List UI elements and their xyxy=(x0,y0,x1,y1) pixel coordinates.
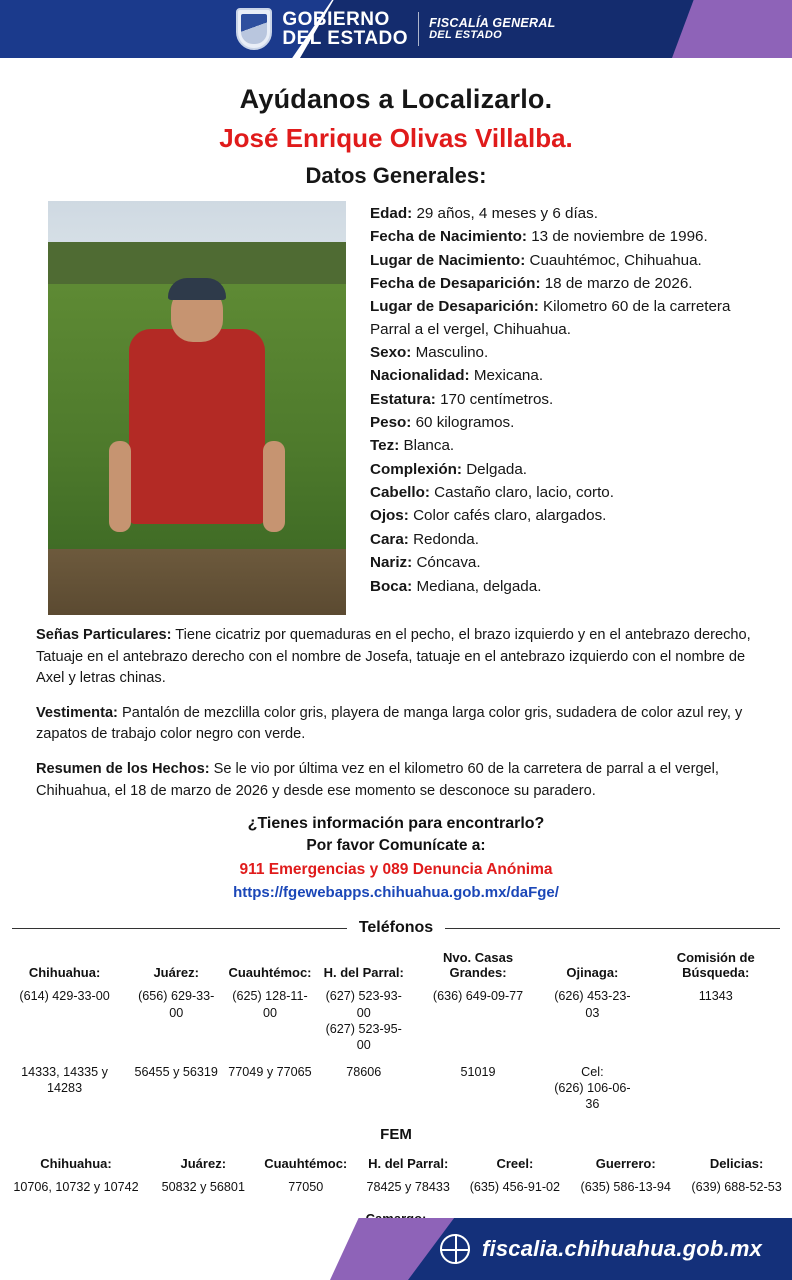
table-cell: (656) 629-33-00 xyxy=(138,989,215,1020)
paragraph-label: Vestimenta: xyxy=(36,704,118,721)
detail-label: Fecha de Nacimiento: xyxy=(370,228,527,246)
table-cell: (639) 688-52-53 xyxy=(691,1179,782,1194)
gobierno-line-1: GOBIERNO xyxy=(282,8,390,30)
main-content xyxy=(0,201,792,615)
table-row xyxy=(0,1174,792,1200)
table-row xyxy=(0,1059,792,1118)
gobierno-line-2: DEL ESTADO xyxy=(282,28,409,49)
table-header-row xyxy=(0,947,792,983)
paragraph-text: Pantalón de mezclilla color gris, playera de manga larga color gris, sudadera de color azul rey, y zapatos de trabajo color negro con verde. xyxy=(36,704,743,743)
column-header: Juárez: xyxy=(153,965,199,981)
detail-label: Cara: xyxy=(370,530,409,548)
paragraph-label: Resumen de los Hechos: xyxy=(36,760,210,777)
detail-value: Redonda. xyxy=(413,530,479,548)
fem-title: FEM xyxy=(380,1125,412,1143)
missing-person-photo xyxy=(48,201,346,615)
column-header: Ojinaga: xyxy=(566,965,619,981)
divider-left xyxy=(12,928,347,929)
table-cell: (614) 429-33-00 xyxy=(19,989,110,1004)
paragraph-resumen-hechos xyxy=(36,759,754,802)
detail-label: Lugar de Nacimiento: xyxy=(370,251,526,269)
paragraph-label: Señas Particulares: xyxy=(36,627,172,643)
detail-row xyxy=(370,226,758,248)
fiscalia-wordmark xyxy=(429,17,556,42)
table-cell: Cel: (626) 106-06-36 xyxy=(554,1064,631,1112)
table-cell: 51019 xyxy=(460,1064,496,1079)
detail-value: Castaño claro, lacio, corto. xyxy=(434,484,614,502)
table-cell: 50832 y 56801 xyxy=(161,1179,245,1194)
column-header: Juárez: xyxy=(180,1155,227,1171)
detail-row xyxy=(370,482,758,504)
detail-row xyxy=(370,365,758,387)
detail-value: Cóncava. xyxy=(416,554,481,572)
column-header: Delicias: xyxy=(709,1155,764,1171)
table-cell: 78425 y 78433 xyxy=(366,1179,450,1194)
detail-label: Boca: xyxy=(370,577,413,595)
detail-row xyxy=(370,273,758,295)
detail-value: Kilometro 60 de la carretera Parral a el vergel, Chihuahua. xyxy=(370,298,731,338)
detail-value: Blanca. xyxy=(403,437,455,455)
detail-label: Peso: xyxy=(370,414,412,432)
detail-label: Nacionalidad: xyxy=(370,367,470,385)
detail-row xyxy=(370,435,758,457)
table-cell xyxy=(639,1059,792,1118)
government-wordmark xyxy=(282,10,408,49)
phones-title: Teléfonos xyxy=(358,919,434,937)
detail-row xyxy=(370,389,758,411)
section-title-general-data: Datos Generales: xyxy=(305,163,487,188)
general-data-list xyxy=(370,201,758,615)
column-header: Nvo. Casas Grandes: xyxy=(443,950,514,981)
table-cell: 77049 y 77065 xyxy=(228,1064,312,1079)
page-header xyxy=(0,0,792,58)
description-paragraphs xyxy=(0,615,792,802)
detail-label: Complexión: xyxy=(370,460,462,478)
detail-value: 18 de marzo de 2026. xyxy=(544,275,693,293)
detail-row xyxy=(370,552,758,574)
table-cell: (625) 128-11-00 xyxy=(232,989,308,1020)
column-header: Comisión de Búsqueda: xyxy=(676,950,755,981)
fiscalia-line-2: DEL ESTADO xyxy=(429,28,502,41)
detail-row xyxy=(370,250,758,272)
divider-right xyxy=(445,928,780,929)
column-header: Chihuahua: xyxy=(28,965,101,981)
table-cell: 11343 xyxy=(698,989,733,1004)
emergency-numbers: 911 Emergencias y 089 Denuncia Anónima xyxy=(239,861,553,879)
column-header: Cuauhtémoc: xyxy=(228,965,312,981)
table-cell: (626) 453-23-03 xyxy=(554,989,631,1020)
detail-row xyxy=(370,296,758,341)
detail-label: Tez: xyxy=(370,437,400,455)
table-cell: (635) 586-13-94 xyxy=(580,1179,671,1194)
detail-value: 29 años, 4 meses y 6 días. xyxy=(416,205,598,222)
footer-website-url[interactable]: fiscalia.chihuahua.gob.mx xyxy=(482,1236,763,1261)
detail-row xyxy=(370,342,758,364)
column-header: Cuauhtémoc: xyxy=(264,1155,348,1171)
column-header: H. del Parral: xyxy=(368,1155,449,1171)
contact-block xyxy=(0,815,792,901)
detail-value: Delgada. xyxy=(466,460,528,478)
detail-label: Estatura: xyxy=(370,390,436,408)
contact-question: ¿Tienes información para encontrarlo? xyxy=(247,815,545,833)
detail-value: 60 kilogramos. xyxy=(415,414,515,432)
table-cell: 56455 y 56319 xyxy=(134,1064,218,1079)
detail-label: Cabello: xyxy=(370,484,430,502)
person-name: José Enrique Olivas Villalba. xyxy=(219,123,573,153)
header-divider xyxy=(418,12,419,46)
detail-value: 170 centímetros. xyxy=(440,390,554,408)
paragraph-text: Se le vio por última vez en el kilometro 60 de la carretera de parral a el vergel, Chihuahua, el 18 de marzo de 2026 y desde ese momento se desconoce su paradero. xyxy=(36,760,719,799)
table-row xyxy=(0,983,792,1058)
detail-label: Ojos: xyxy=(370,507,409,525)
fem-phones-table xyxy=(0,1153,792,1200)
page-footer xyxy=(0,1218,792,1280)
poster-titles xyxy=(0,84,792,189)
column-header: Chihuahua: xyxy=(40,1155,112,1171)
contact-communicate: Por favor Comunícate a: xyxy=(306,837,486,855)
state-shield-icon xyxy=(236,8,272,50)
detail-value: Mexicana. xyxy=(473,367,544,385)
detail-row xyxy=(370,576,758,598)
detail-label: Fecha de Desaparición: xyxy=(370,275,541,293)
table-cell: (635) 456-91-02 xyxy=(469,1179,561,1194)
phones-section-header xyxy=(0,919,792,937)
detail-value: 13 de noviembre de 1996. xyxy=(531,228,708,246)
column-header: H. del Parral: xyxy=(323,965,404,981)
detail-label: Lugar de Desaparición: xyxy=(370,298,539,316)
paragraph-senas-particulares xyxy=(36,625,754,690)
fiscalia-line-1: FISCALÍA GENERAL xyxy=(429,15,556,30)
table-header-row xyxy=(0,1153,792,1174)
paragraph-vestimenta xyxy=(36,703,754,746)
detail-row xyxy=(370,412,758,434)
detail-label: Sexo: xyxy=(370,344,412,362)
table-cell: 78606 xyxy=(346,1064,382,1079)
detail-label: Edad: xyxy=(370,205,413,222)
phones-table xyxy=(0,947,792,1118)
table-cell: 77050 xyxy=(288,1179,324,1194)
table-cell: 14333, 14335 y 14283 xyxy=(21,1064,108,1095)
column-header: Creel: xyxy=(496,1155,534,1171)
detail-value: Mediana, delgada. xyxy=(416,577,542,595)
paragraph-text: Tiene cicatriz por quemaduras en el pecho, el brazo izquierdo y en el antebrazo derecho, Tatuaje en el antebrazo derecho con el nombre de Josefa, tatuaje en el antebrazo izquierdo con el nombre de Axel y letras chinas. xyxy=(36,627,751,687)
detail-value: Color cafés claro, alargados. xyxy=(413,507,607,525)
page-title: Ayúdanos a Localizarlo. xyxy=(239,84,553,114)
table-cell: (627) 523-93-00 (627) 523-95-00 xyxy=(325,989,402,1053)
detail-row xyxy=(370,459,758,481)
detail-value: Masculino. xyxy=(415,344,489,362)
detail-value: Cuauhtémoc, Chihuahua. xyxy=(529,251,702,269)
detail-row xyxy=(370,505,758,527)
column-header: Guerrero: xyxy=(595,1155,656,1171)
globe-icon xyxy=(440,1234,470,1264)
table-cell: 10706, 10732 y 10742 xyxy=(13,1179,139,1194)
table-cell: (636) 649-09-77 xyxy=(432,989,524,1004)
report-link[interactable]: https://fgewebapps.chihuahua.gob.mx/daFge/ xyxy=(233,884,559,902)
detail-row xyxy=(370,529,758,551)
detail-label: Nariz: xyxy=(370,554,413,572)
detail-row xyxy=(370,203,758,225)
